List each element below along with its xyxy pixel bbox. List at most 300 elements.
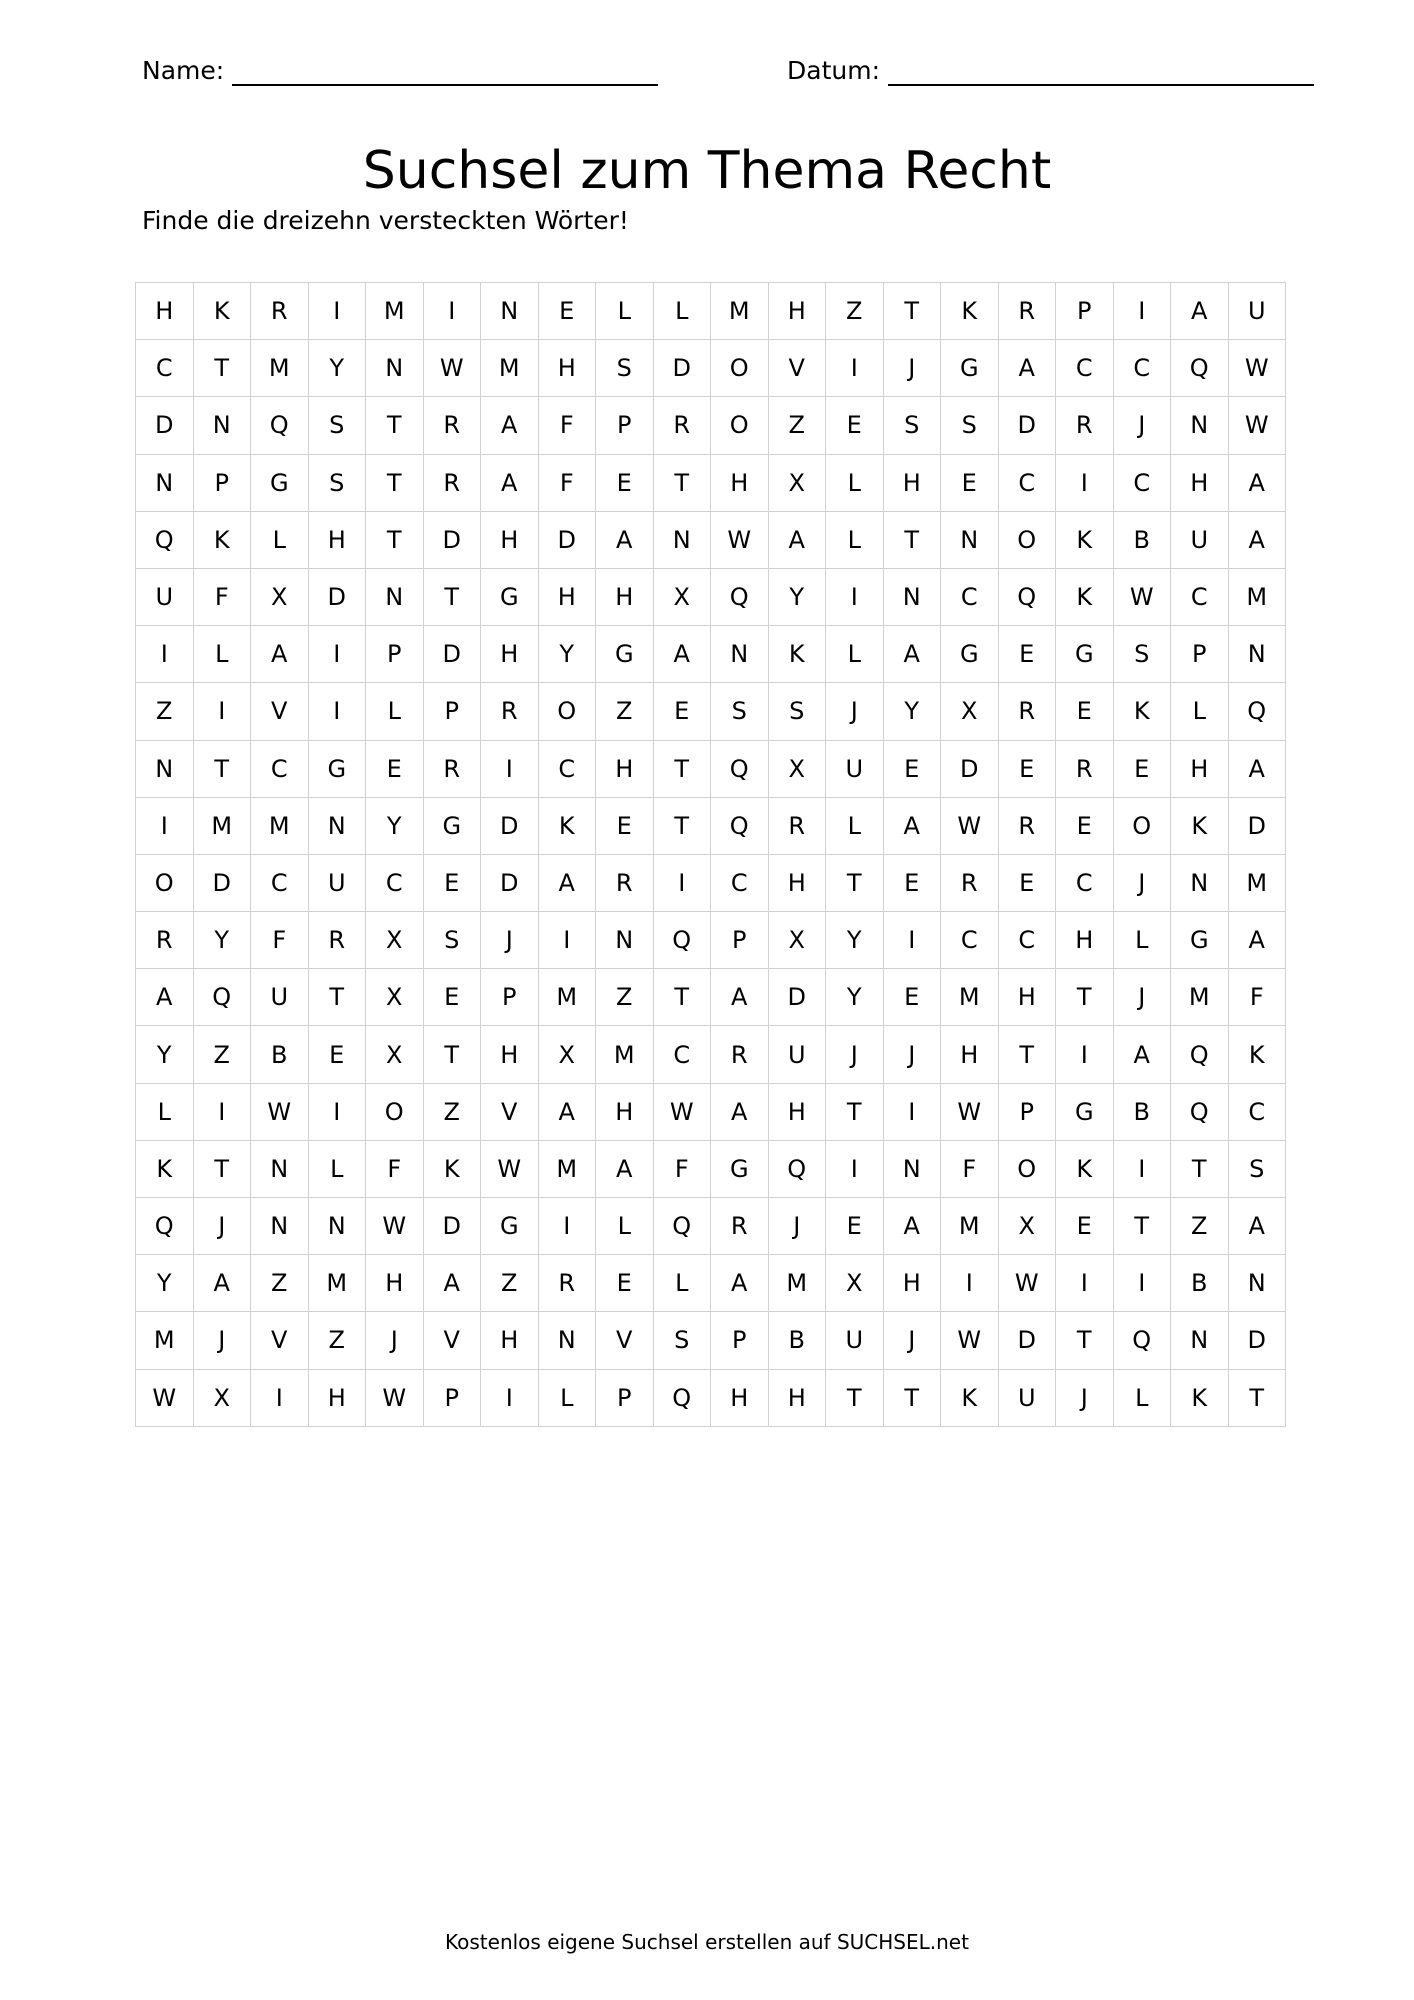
grid-cell[interactable]: I (251, 1369, 309, 1426)
grid-cell[interactable]: A (883, 626, 941, 683)
grid-cell[interactable]: R (1056, 740, 1114, 797)
grid-cell[interactable]: W (366, 1198, 424, 1255)
grid-cell[interactable]: X (998, 1198, 1056, 1255)
grid-cell[interactable]: S (768, 683, 826, 740)
grid-cell[interactable]: L (653, 283, 711, 340)
grid-cell[interactable]: F (941, 1140, 999, 1197)
grid-cell[interactable]: V (251, 683, 309, 740)
grid-cell[interactable]: D (538, 511, 596, 568)
grid-cell[interactable]: K (941, 283, 999, 340)
grid-cell[interactable]: E (366, 740, 424, 797)
grid-cell[interactable]: U (1228, 283, 1286, 340)
grid-cell[interactable]: S (941, 397, 999, 454)
grid-cell[interactable]: X (941, 683, 999, 740)
grid-cell[interactable]: Q (711, 797, 769, 854)
grid-cell[interactable]: H (481, 626, 539, 683)
grid-cell[interactable]: T (653, 740, 711, 797)
grid-cell[interactable]: A (1228, 740, 1286, 797)
grid-cell[interactable]: C (251, 854, 309, 911)
grid-cell[interactable]: F (1228, 969, 1286, 1026)
grid-cell[interactable]: D (423, 1198, 481, 1255)
grid-cell[interactable]: M (596, 1026, 654, 1083)
grid-cell[interactable]: O (998, 1140, 1056, 1197)
grid-cell[interactable]: E (1056, 797, 1114, 854)
grid-cell[interactable]: I (136, 797, 194, 854)
grid-cell[interactable]: C (1056, 854, 1114, 911)
grid-cell[interactable]: C (538, 740, 596, 797)
grid-cell[interactable]: I (136, 626, 194, 683)
grid-cell[interactable]: H (768, 854, 826, 911)
grid-cell[interactable]: U (826, 1312, 884, 1369)
grid-cell[interactable]: A (1228, 1198, 1286, 1255)
grid-cell[interactable]: J (481, 912, 539, 969)
grid-cell[interactable]: Q (251, 397, 309, 454)
grid-cell[interactable]: E (538, 283, 596, 340)
grid-cell[interactable]: C (941, 912, 999, 969)
grid-cell[interactable]: E (998, 854, 1056, 911)
grid-cell[interactable]: J (883, 1026, 941, 1083)
grid-cell[interactable]: A (481, 454, 539, 511)
grid-cell[interactable]: H (768, 1083, 826, 1140)
grid-cell[interactable]: E (883, 969, 941, 1026)
grid-cell[interactable]: X (768, 454, 826, 511)
grid-cell[interactable]: N (193, 397, 251, 454)
grid-cell[interactable]: Z (596, 683, 654, 740)
grid-cell[interactable]: E (1056, 1198, 1114, 1255)
grid-cell[interactable]: A (136, 969, 194, 1026)
grid-cell[interactable]: M (251, 340, 309, 397)
grid-cell[interactable]: P (711, 912, 769, 969)
grid-cell[interactable]: S (308, 397, 366, 454)
grid-cell[interactable]: W (941, 1312, 999, 1369)
grid-cell[interactable]: H (366, 1255, 424, 1312)
grid-cell[interactable]: T (998, 1026, 1056, 1083)
grid-cell[interactable]: U (768, 1026, 826, 1083)
grid-cell[interactable]: T (308, 969, 366, 1026)
grid-cell[interactable]: I (941, 1255, 999, 1312)
grid-cell[interactable]: F (538, 397, 596, 454)
grid-cell[interactable]: X (826, 1255, 884, 1312)
grid-cell[interactable]: K (1056, 1140, 1114, 1197)
grid-cell[interactable]: Y (768, 568, 826, 625)
grid-cell[interactable]: H (481, 1026, 539, 1083)
grid-cell[interactable]: K (193, 283, 251, 340)
grid-cell[interactable]: T (1228, 1369, 1286, 1426)
grid-cell[interactable]: H (136, 283, 194, 340)
grid-cell[interactable]: J (1113, 854, 1171, 911)
grid-cell[interactable]: J (826, 683, 884, 740)
grid-cell[interactable]: D (941, 740, 999, 797)
grid-cell[interactable]: I (1113, 1255, 1171, 1312)
grid-cell[interactable]: X (768, 740, 826, 797)
grid-cell[interactable]: D (481, 854, 539, 911)
grid-cell[interactable]: Z (596, 969, 654, 1026)
grid-cell[interactable]: H (538, 568, 596, 625)
grid-cell[interactable]: P (998, 1083, 1056, 1140)
grid-cell[interactable]: A (251, 626, 309, 683)
grid-cell[interactable]: X (768, 912, 826, 969)
grid-cell[interactable]: A (711, 1255, 769, 1312)
grid-cell[interactable]: P (711, 1312, 769, 1369)
grid-cell[interactable]: I (308, 283, 366, 340)
grid-cell[interactable]: L (596, 283, 654, 340)
grid-cell[interactable]: Y (308, 340, 366, 397)
grid-cell[interactable]: R (998, 683, 1056, 740)
grid-cell[interactable]: G (941, 626, 999, 683)
grid-cell[interactable]: M (251, 797, 309, 854)
grid-cell[interactable]: K (423, 1140, 481, 1197)
grid-cell[interactable]: E (1056, 683, 1114, 740)
grid-cell[interactable]: W (481, 1140, 539, 1197)
grid-cell[interactable]: N (1171, 1312, 1229, 1369)
grid-cell[interactable]: E (883, 854, 941, 911)
grid-cell[interactable]: Q (1171, 340, 1229, 397)
grid-cell[interactable]: A (711, 1083, 769, 1140)
grid-cell[interactable]: D (423, 511, 481, 568)
grid-cell[interactable]: H (308, 1369, 366, 1426)
grid-cell[interactable]: K (538, 797, 596, 854)
grid-cell[interactable]: R (596, 854, 654, 911)
grid-cell[interactable]: L (596, 1198, 654, 1255)
grid-cell[interactable]: M (1228, 854, 1286, 911)
grid-cell[interactable]: I (538, 912, 596, 969)
grid-cell[interactable]: T (193, 1140, 251, 1197)
grid-cell[interactable]: I (826, 568, 884, 625)
grid-cell[interactable]: N (538, 1312, 596, 1369)
grid-cell[interactable]: K (1056, 568, 1114, 625)
grid-cell[interactable]: A (423, 1255, 481, 1312)
grid-cell[interactable]: S (1113, 626, 1171, 683)
grid-cell[interactable]: H (941, 1026, 999, 1083)
grid-cell[interactable]: P (1171, 626, 1229, 683)
grid-cell[interactable]: I (1056, 1255, 1114, 1312)
grid-cell[interactable]: C (998, 912, 1056, 969)
grid-cell[interactable]: W (251, 1083, 309, 1140)
grid-cell[interactable]: U (826, 740, 884, 797)
grid-cell[interactable]: J (193, 1312, 251, 1369)
grid-cell[interactable]: H (1171, 740, 1229, 797)
grid-cell[interactable]: C (366, 854, 424, 911)
grid-cell[interactable]: J (366, 1312, 424, 1369)
grid-cell[interactable]: I (653, 854, 711, 911)
grid-cell[interactable]: Z (308, 1312, 366, 1369)
grid-cell[interactable]: O (711, 397, 769, 454)
grid-cell[interactable]: H (596, 740, 654, 797)
grid-cell[interactable]: Q (1113, 1312, 1171, 1369)
grid-cell[interactable]: A (538, 1083, 596, 1140)
grid-cell[interactable]: L (136, 1083, 194, 1140)
grid-cell[interactable]: T (193, 740, 251, 797)
grid-cell[interactable]: E (423, 854, 481, 911)
grid-cell[interactable]: E (883, 740, 941, 797)
grid-cell[interactable]: Z (193, 1026, 251, 1083)
grid-cell[interactable]: N (711, 626, 769, 683)
grid-cell[interactable]: R (653, 397, 711, 454)
grid-cell[interactable]: B (1171, 1255, 1229, 1312)
grid-cell[interactable]: H (768, 283, 826, 340)
grid-cell[interactable]: I (1113, 1140, 1171, 1197)
grid-cell[interactable]: N (653, 511, 711, 568)
grid-cell[interactable]: J (826, 1026, 884, 1083)
grid-cell[interactable]: E (653, 683, 711, 740)
grid-cell[interactable]: Q (193, 969, 251, 1026)
grid-cell[interactable]: H (998, 969, 1056, 1026)
grid-cell[interactable]: E (826, 397, 884, 454)
grid-cell[interactable]: G (596, 626, 654, 683)
grid-cell[interactable]: T (1171, 1140, 1229, 1197)
grid-cell[interactable]: L (366, 683, 424, 740)
grid-cell[interactable]: G (251, 454, 309, 511)
grid-cell[interactable]: T (423, 568, 481, 625)
grid-cell[interactable]: S (711, 683, 769, 740)
grid-cell[interactable]: A (998, 340, 1056, 397)
grid-cell[interactable]: C (998, 454, 1056, 511)
grid-cell[interactable]: K (1228, 1026, 1286, 1083)
grid-cell[interactable]: K (1171, 1369, 1229, 1426)
grid-cell[interactable]: Z (423, 1083, 481, 1140)
grid-cell[interactable]: N (251, 1198, 309, 1255)
grid-cell[interactable]: M (768, 1255, 826, 1312)
grid-cell[interactable]: V (423, 1312, 481, 1369)
grid-cell[interactable]: X (193, 1369, 251, 1426)
grid-cell[interactable]: F (538, 454, 596, 511)
grid-cell[interactable]: N (251, 1140, 309, 1197)
grid-cell[interactable]: T (826, 854, 884, 911)
grid-cell[interactable]: T (1113, 1198, 1171, 1255)
grid-cell[interactable]: U (136, 568, 194, 625)
grid-cell[interactable]: Q (1171, 1083, 1229, 1140)
grid-cell[interactable]: F (653, 1140, 711, 1197)
grid-cell[interactable]: Z (768, 397, 826, 454)
grid-cell[interactable]: P (423, 683, 481, 740)
grid-cell[interactable]: I (481, 740, 539, 797)
grid-cell[interactable]: R (423, 740, 481, 797)
grid-cell[interactable]: A (711, 969, 769, 1026)
grid-cell[interactable]: L (826, 626, 884, 683)
grid-cell[interactable]: N (481, 283, 539, 340)
grid-cell[interactable]: M (711, 283, 769, 340)
grid-cell[interactable]: G (481, 1198, 539, 1255)
grid-cell[interactable]: T (1056, 969, 1114, 1026)
grid-cell[interactable]: M (481, 340, 539, 397)
grid-cell[interactable]: A (653, 626, 711, 683)
grid-cell[interactable]: X (251, 568, 309, 625)
grid-cell[interactable]: T (366, 397, 424, 454)
grid-cell[interactable]: S (423, 912, 481, 969)
grid-cell[interactable]: W (136, 1369, 194, 1426)
grid-cell[interactable]: X (366, 969, 424, 1026)
grid-cell[interactable]: H (596, 1083, 654, 1140)
grid-cell[interactable]: L (1171, 683, 1229, 740)
grid-cell[interactable]: L (1113, 1369, 1171, 1426)
grid-cell[interactable]: Z (826, 283, 884, 340)
grid-cell[interactable]: D (193, 854, 251, 911)
grid-cell[interactable]: G (308, 740, 366, 797)
grid-cell[interactable]: I (481, 1369, 539, 1426)
grid-cell[interactable]: L (826, 454, 884, 511)
grid-cell[interactable]: W (653, 1083, 711, 1140)
grid-cell[interactable]: R (941, 854, 999, 911)
grid-cell[interactable]: N (308, 797, 366, 854)
grid-cell[interactable]: D (136, 397, 194, 454)
grid-cell[interactable]: W (711, 511, 769, 568)
grid-cell[interactable]: B (1113, 1083, 1171, 1140)
grid-cell[interactable]: S (308, 454, 366, 511)
grid-cell[interactable]: C (1228, 1083, 1286, 1140)
grid-cell[interactable]: O (998, 511, 1056, 568)
grid-cell[interactable]: H (711, 1369, 769, 1426)
grid-cell[interactable]: L (251, 511, 309, 568)
grid-cell[interactable]: H (481, 1312, 539, 1369)
grid-cell[interactable]: O (711, 340, 769, 397)
grid-cell[interactable]: N (308, 1198, 366, 1255)
grid-cell[interactable]: G (1171, 912, 1229, 969)
grid-cell[interactable]: N (596, 912, 654, 969)
grid-cell[interactable]: X (366, 1026, 424, 1083)
grid-cell[interactable]: A (596, 1140, 654, 1197)
grid-cell[interactable]: P (596, 397, 654, 454)
grid-cell[interactable]: Q (136, 1198, 194, 1255)
grid-cell[interactable]: D (653, 340, 711, 397)
grid-cell[interactable]: R (998, 797, 1056, 854)
grid-cell[interactable]: Q (711, 740, 769, 797)
grid-cell[interactable]: P (1056, 283, 1114, 340)
grid-cell[interactable]: I (1056, 454, 1114, 511)
grid-cell[interactable]: N (366, 340, 424, 397)
grid-cell[interactable]: Y (136, 1026, 194, 1083)
grid-cell[interactable]: T (883, 511, 941, 568)
grid-cell[interactable]: A (768, 511, 826, 568)
grid-cell[interactable]: C (711, 854, 769, 911)
grid-cell[interactable]: T (883, 1369, 941, 1426)
grid-cell[interactable]: G (423, 797, 481, 854)
grid-cell[interactable]: I (883, 1083, 941, 1140)
grid-cell[interactable]: M (1171, 969, 1229, 1026)
grid-cell[interactable]: C (1056, 340, 1114, 397)
grid-cell[interactable]: U (251, 969, 309, 1026)
grid-cell[interactable]: T (653, 797, 711, 854)
grid-cell[interactable]: E (1113, 740, 1171, 797)
grid-cell[interactable]: A (1228, 912, 1286, 969)
grid-cell[interactable]: D (423, 626, 481, 683)
grid-cell[interactable]: T (193, 340, 251, 397)
grid-cell[interactable]: Q (653, 1369, 711, 1426)
grid-cell[interactable]: W (366, 1369, 424, 1426)
grid-cell[interactable]: X (366, 912, 424, 969)
grid-cell[interactable]: F (193, 568, 251, 625)
grid-cell[interactable]: K (941, 1369, 999, 1426)
grid-cell[interactable]: H (711, 454, 769, 511)
grid-cell[interactable]: D (308, 568, 366, 625)
grid-cell[interactable]: R (136, 912, 194, 969)
grid-cell[interactable]: Y (366, 797, 424, 854)
grid-cell[interactable]: W (423, 340, 481, 397)
grid-cell[interactable]: R (538, 1255, 596, 1312)
grid-cell[interactable]: I (423, 283, 481, 340)
grid-cell[interactable]: M (366, 283, 424, 340)
grid-cell[interactable]: T (653, 969, 711, 1026)
grid-cell[interactable]: H (883, 1255, 941, 1312)
grid-cell[interactable]: T (366, 511, 424, 568)
grid-cell[interactable]: H (481, 511, 539, 568)
grid-cell[interactable]: R (423, 397, 481, 454)
grid-cell[interactable]: H (1171, 454, 1229, 511)
grid-cell[interactable]: Q (136, 511, 194, 568)
grid-cell[interactable]: G (1056, 1083, 1114, 1140)
grid-cell[interactable]: X (538, 1026, 596, 1083)
grid-cell[interactable]: F (251, 912, 309, 969)
grid-cell[interactable]: B (251, 1026, 309, 1083)
grid-cell[interactable]: L (538, 1369, 596, 1426)
grid-cell[interactable]: N (941, 511, 999, 568)
grid-cell[interactable]: O (136, 854, 194, 911)
grid-cell[interactable]: L (1113, 912, 1171, 969)
grid-cell[interactable]: M (538, 1140, 596, 1197)
grid-cell[interactable]: R (481, 683, 539, 740)
grid-cell[interactable]: Q (1171, 1026, 1229, 1083)
grid-cell[interactable]: B (1113, 511, 1171, 568)
grid-cell[interactable]: Y (826, 969, 884, 1026)
grid-cell[interactable]: U (998, 1369, 1056, 1426)
grid-cell[interactable]: R (998, 283, 1056, 340)
grid-cell[interactable]: Q (653, 912, 711, 969)
grid-cell[interactable]: D (1228, 1312, 1286, 1369)
grid-cell[interactable]: N (1228, 1255, 1286, 1312)
grid-cell[interactable]: Q (768, 1140, 826, 1197)
grid-cell[interactable]: S (653, 1312, 711, 1369)
grid-cell[interactable]: Y (883, 683, 941, 740)
grid-cell[interactable]: O (366, 1083, 424, 1140)
grid-cell[interactable]: G (481, 568, 539, 625)
grid-cell[interactable]: V (596, 1312, 654, 1369)
grid-cell[interactable]: D (768, 969, 826, 1026)
grid-cell[interactable]: R (711, 1026, 769, 1083)
grid-cell[interactable]: I (308, 626, 366, 683)
grid-cell[interactable]: A (1113, 1026, 1171, 1083)
grid-cell[interactable]: E (941, 454, 999, 511)
grid-cell[interactable]: F (366, 1140, 424, 1197)
grid-cell[interactable]: P (423, 1369, 481, 1426)
grid-cell[interactable]: E (423, 969, 481, 1026)
grid-cell[interactable]: L (193, 626, 251, 683)
grid-cell[interactable]: C (653, 1026, 711, 1083)
grid-cell[interactable]: A (1171, 283, 1229, 340)
grid-cell[interactable]: N (1171, 854, 1229, 911)
grid-cell[interactable]: P (481, 969, 539, 1026)
grid-cell[interactable]: R (768, 797, 826, 854)
grid-cell[interactable]: O (538, 683, 596, 740)
grid-cell[interactable]: Y (538, 626, 596, 683)
grid-cell[interactable]: G (1056, 626, 1114, 683)
grid-cell[interactable]: E (596, 1255, 654, 1312)
grid-cell[interactable]: E (308, 1026, 366, 1083)
grid-cell[interactable]: R (423, 454, 481, 511)
grid-cell[interactable]: K (136, 1140, 194, 1197)
grid-cell[interactable]: I (193, 683, 251, 740)
grid-cell[interactable]: G (711, 1140, 769, 1197)
grid-cell[interactable]: I (538, 1198, 596, 1255)
grid-cell[interactable]: K (193, 511, 251, 568)
grid-cell[interactable]: I (308, 683, 366, 740)
grid-cell[interactable]: E (998, 740, 1056, 797)
grid-cell[interactable]: Z (136, 683, 194, 740)
grid-cell[interactable]: H (308, 511, 366, 568)
grid-cell[interactable]: K (1056, 511, 1114, 568)
grid-cell[interactable]: W (941, 797, 999, 854)
grid-cell[interactable]: W (1228, 397, 1286, 454)
grid-cell[interactable]: W (941, 1083, 999, 1140)
grid-cell[interactable]: R (308, 912, 366, 969)
